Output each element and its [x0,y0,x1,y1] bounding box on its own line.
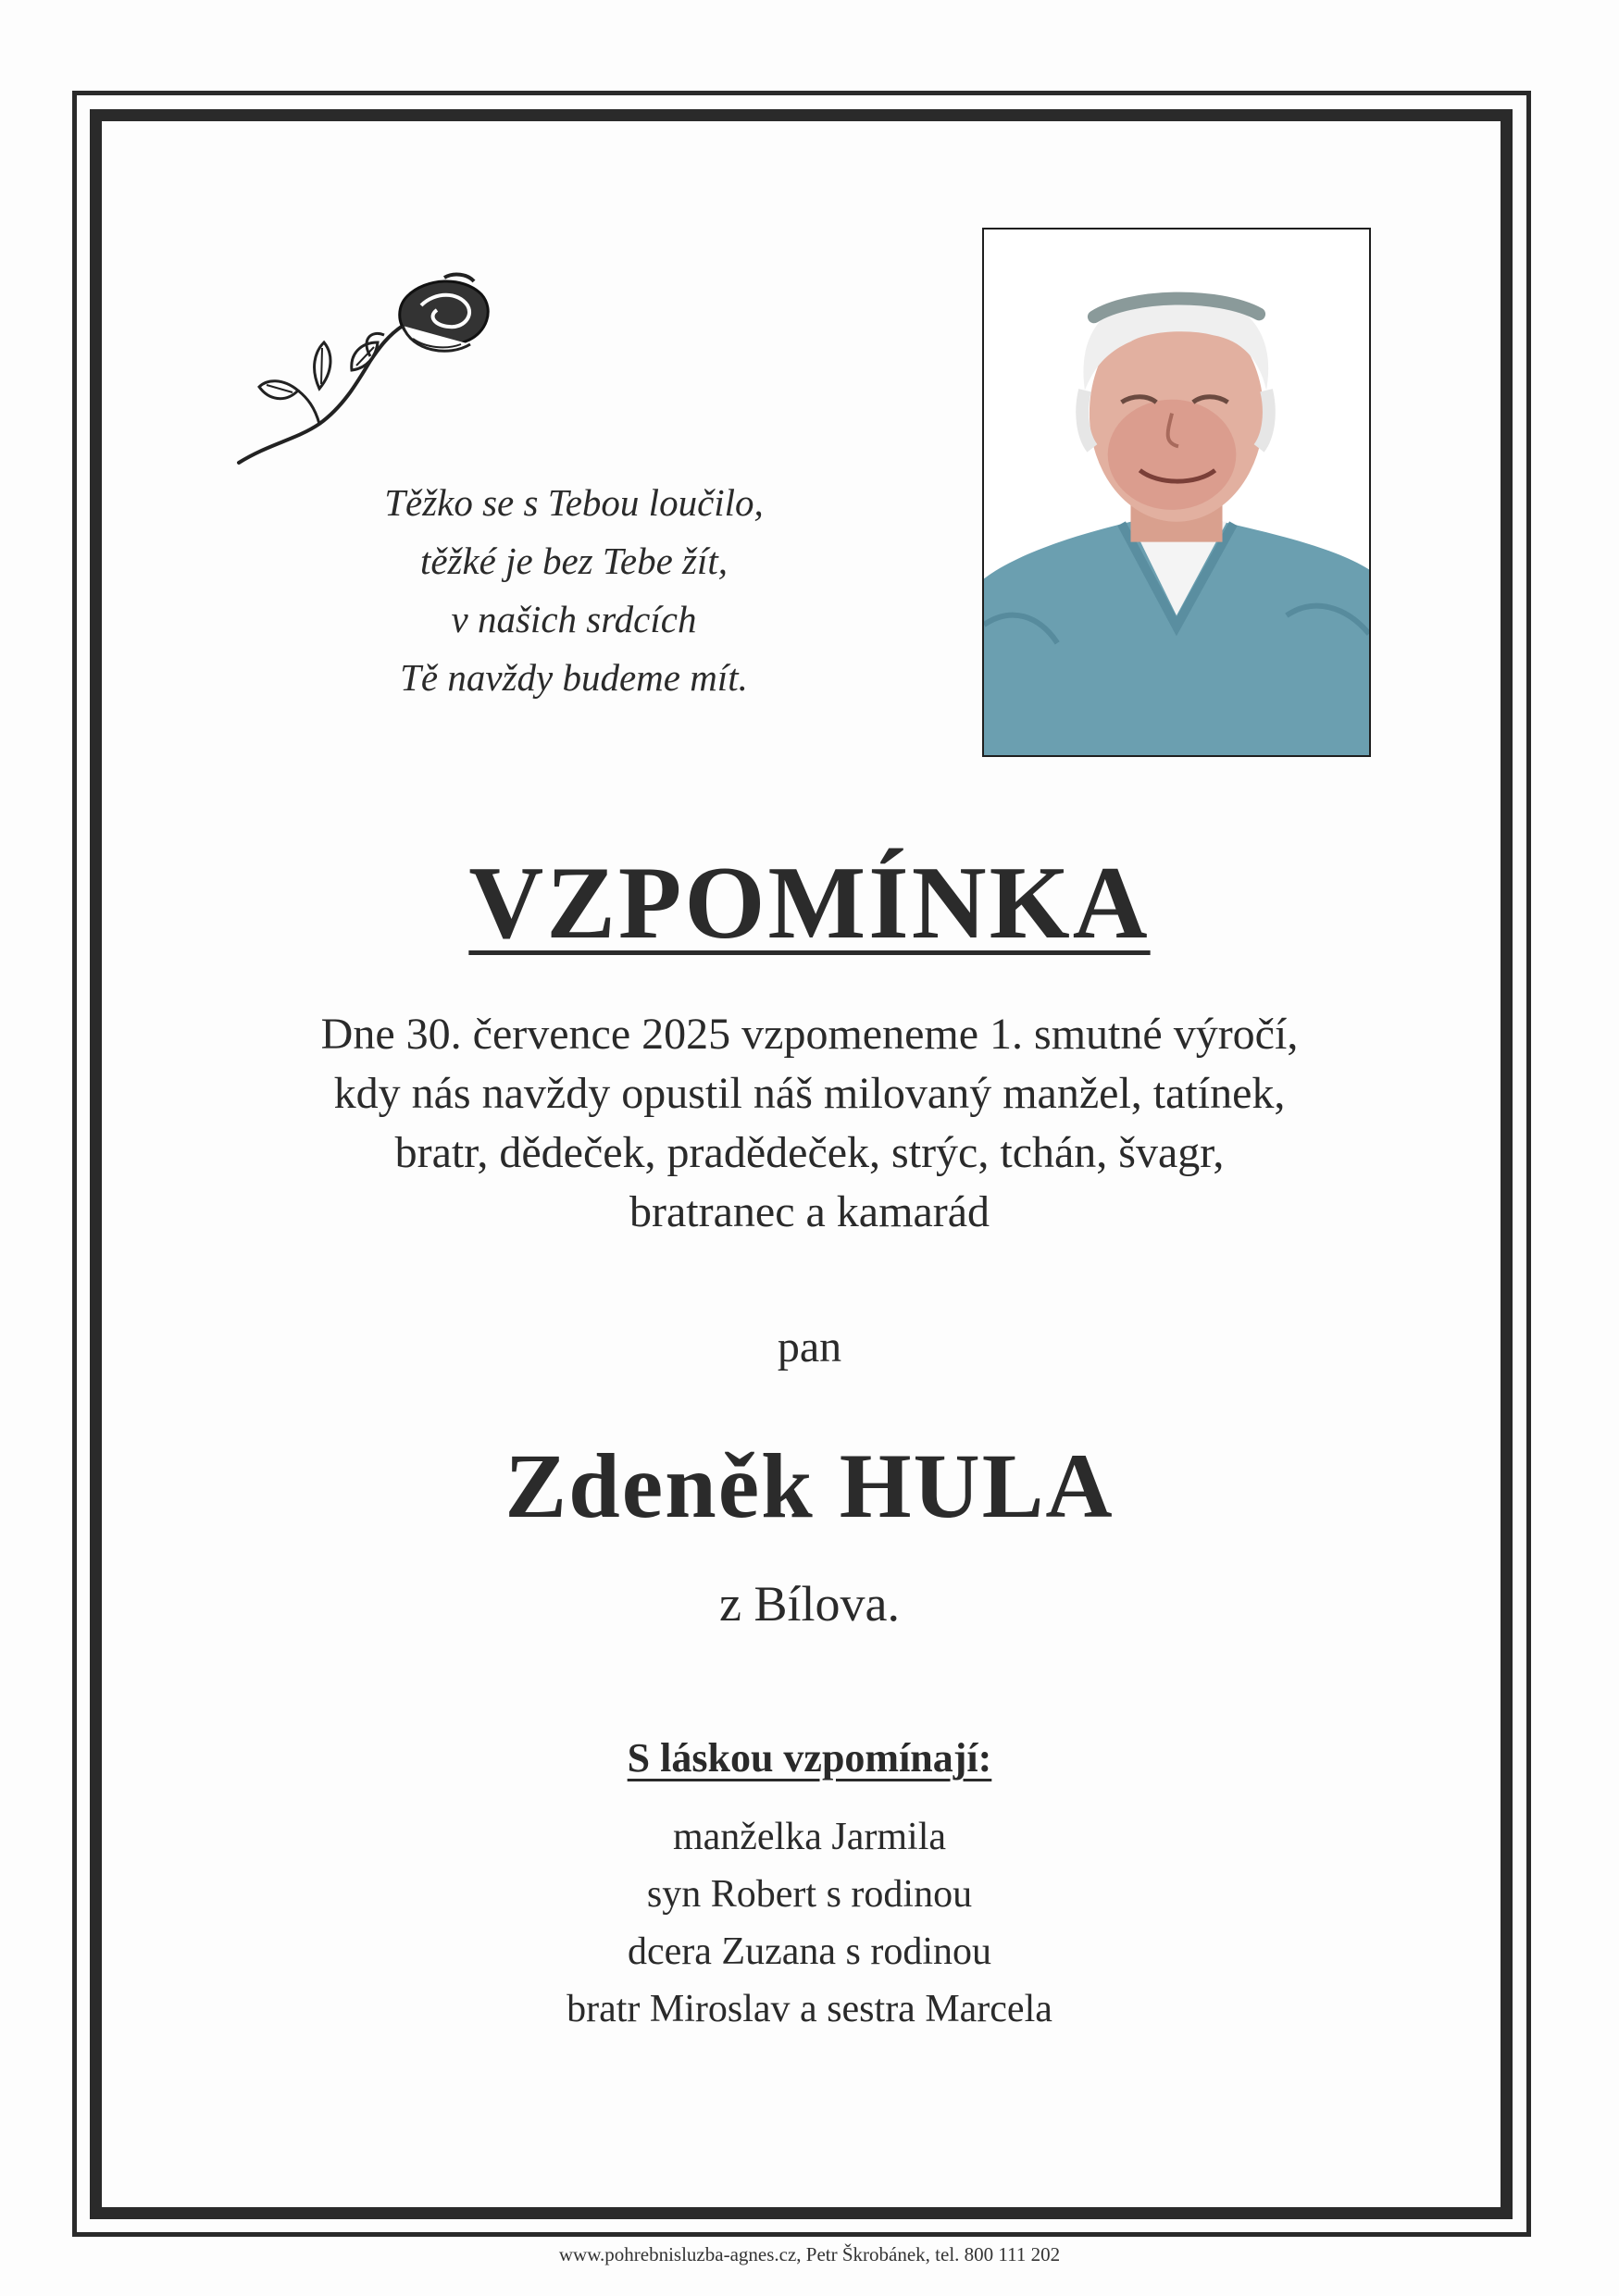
rose-icon [231,268,500,472]
portrait-photo [982,228,1371,757]
announcement-line: bratr, dědeček, pradědeček, strýc, tchán, švagr, [394,1128,1225,1177]
deceased-name: Zdeněk HULA [504,1434,1115,1537]
mourner-item: dcera Zuzana s rodinou [628,1930,991,1973]
poem-line: v našich srdcích [451,598,697,640]
mourner-item: bratr Miroslav a sestra Marcela [567,1988,1052,2030]
poem-line: Tě navždy budeme mít. [400,656,748,699]
page-title: VZPOMÍNKA [468,846,1151,961]
origin-text: z Bílova. [719,1576,900,1632]
honorific: pan [777,1322,842,1371]
announcement-line: bratranec a kamarád [629,1187,990,1236]
footer-contact: www.pohrebnisluzba-agnes.cz, Petr Škrobánek, tel. 800 111 202 [558,2243,1061,2265]
mourner-item: syn Robert s rodinou [646,1873,973,1916]
announcement-line: kdy nás navždy opustil náš milovaný manžel, tatínek, [333,1069,1286,1118]
poem-line: Těžko se s Tebou loučilo, [384,481,764,524]
mourners-heading: S láskou vzpomínají: [627,1735,992,1781]
memorial-poem [305,474,842,707]
mourners-list [0,1808,1619,2038]
announcement-text [0,1005,1619,1242]
announcement-line: Dne 30. července 2025 vzpomeneme 1. smutné výročí, [320,1010,1299,1059]
mourner-item: manželka Jarmila [672,1816,947,1858]
poem-line: těžké je bez Tebe žít, [419,540,729,582]
